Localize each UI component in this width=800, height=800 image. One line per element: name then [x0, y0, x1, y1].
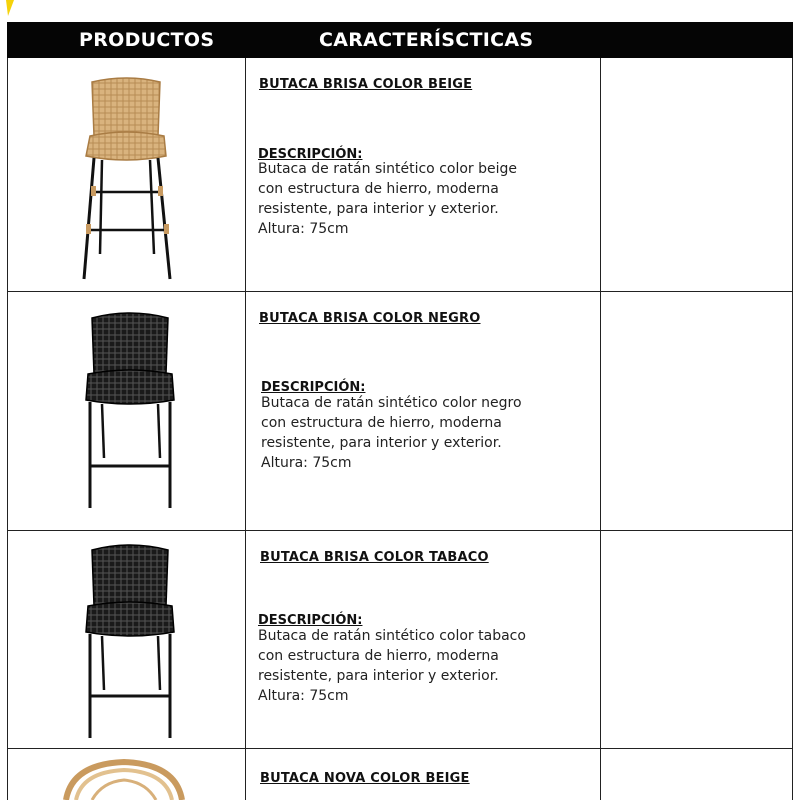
header-features: CARACTERÍSCTICAS	[319, 29, 534, 51]
header-products: PRODUCTOS	[79, 29, 215, 51]
product-title: BUTACA BRISA COLOR TABACO	[260, 550, 489, 565]
product-title: BUTACA BRISA COLOR NEGRO	[259, 311, 481, 326]
description-text: Butaca de ratán sintético color beige con estructura de hierro, moderna resistente, para interior y exterior. Altura: 75cm	[258, 161, 518, 237]
row-divider	[7, 291, 793, 292]
product-image-black-stool	[82, 308, 178, 514]
row-divider	[7, 748, 793, 749]
description-label: DESCRIPCIÓN:	[258, 613, 363, 628]
corner-accent	[0, 0, 14, 16]
column-divider	[245, 58, 246, 800]
product-image-tabaco-stool	[82, 540, 178, 742]
product-image-beige-stool	[78, 74, 174, 284]
description-label: DESCRIPCIÓN:	[261, 380, 366, 395]
column-divider	[600, 58, 601, 800]
product-title: BUTACA BRISA COLOR BEIGE	[259, 77, 473, 92]
table-header	[7, 22, 793, 58]
row-divider	[7, 530, 793, 531]
product-image-nova-chair	[62, 756, 186, 800]
product-title: BUTACA NOVA COLOR BEIGE	[260, 771, 470, 786]
description-text: Butaca de ratán sintético color negro con estructura de hierro, moderna resistente, para interior y exterior. Altura: 75cm	[261, 395, 522, 471]
description-text: Butaca de ratán sintético color tabaco con estructura de hierro, moderna resistente, para interior y exterior. Altura: 75cm	[258, 628, 526, 704]
description-label: DESCRIPCIÓN:	[258, 147, 363, 162]
